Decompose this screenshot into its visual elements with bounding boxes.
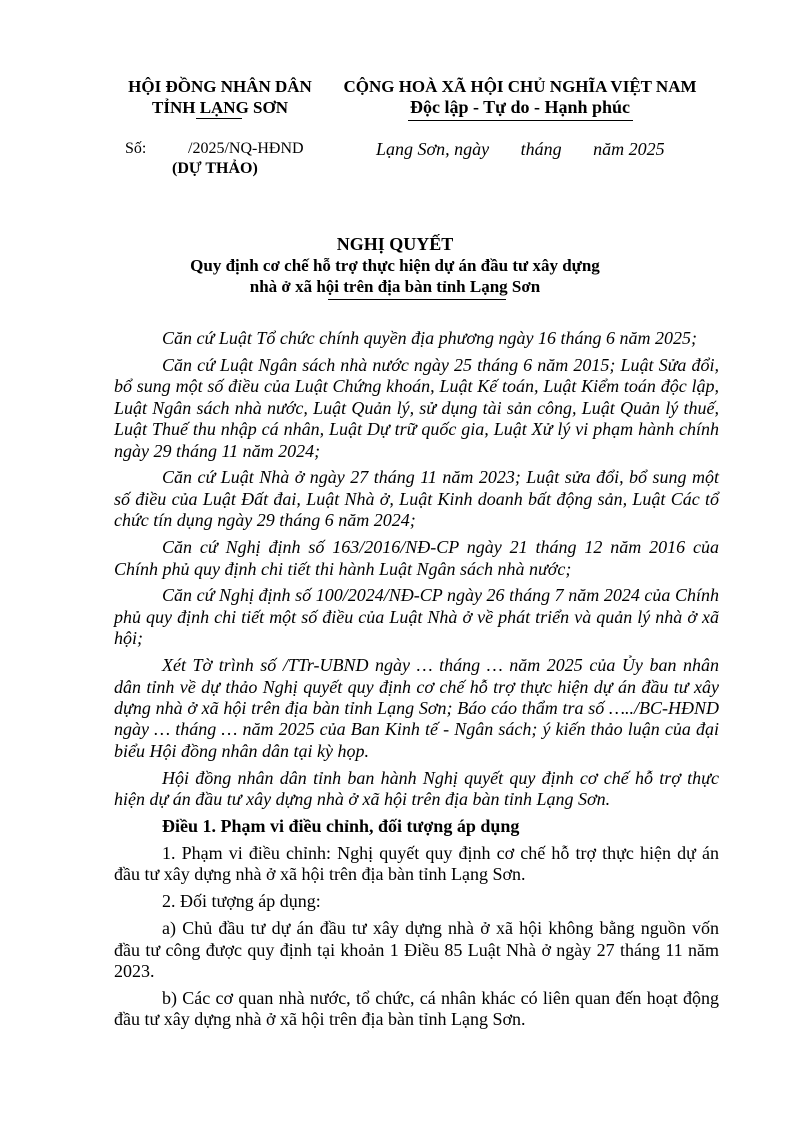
country-name: CỘNG HOÀ XÃ HỘI CHỦ NGHĨA VIỆT NAM xyxy=(343,77,697,96)
article-1-point-b: b) Các cơ quan nhà nước, tổ chức, cá nhân khác có liên quan đến hoạt động đầu tư xây dựng nhà ở xã hội trên địa bàn tỉnh Lạng Sơn. xyxy=(114,987,719,1030)
issue-date: Lạng Sơn, ngày tháng năm 2025 xyxy=(376,139,665,159)
national-motto: Độc lập - Tự do - Hạnh phúc xyxy=(409,97,631,117)
legal-basis-decree-100: Căn cứ Nghị định số 100/2024/NĐ-CP ngày 26 tháng 7 năm 2024 của Chính phủ quy định chi tiết một số điều của Luật Nhà ở về phát triển và quản lý nhà ở xã hội; xyxy=(114,585,719,649)
legal-basis-decree-163: Căn cứ Nghị định số 163/2016/NĐ-CP ngày 21 tháng 12 năm 2016 của Chính phủ quy định chi tiết thi hành Luật Ngân sách nhà nước; xyxy=(114,537,719,579)
legal-basis-local-government-law: Căn cứ Luật Tổ chức chính quyền địa phương ngày 16 tháng 6 năm 2025; xyxy=(162,328,698,348)
document-subject-line-2: nhà ở xã hội trên địa bàn tỉnh Lạng Sơn xyxy=(249,277,541,296)
legal-basis-state-budget-law: Căn cứ Luật Ngân sách nhà nước ngày 25 tháng 6 năm 2015; Luật Sửa đổi, bổ sung một số điều của Luật Chứng khoán, Luật Kế toán, Luật Kiểm toán độc lập, Luật Ngân sách nhà nước, Luật Quản lý, sử dụng tài sản công, Luật Quản lý thuế, Luật Thuế thu nhập cá nhân, Luật Dự trữ quốc gia, Luật Xử lý vi phạm hành chính ngày 29 tháng 11 năm 2024; xyxy=(114,354,719,461)
document-number-label: Số: xyxy=(125,140,147,157)
issuing-authority xyxy=(110,76,330,118)
document-subject-line-1: Quy định cơ chế hỗ trợ thực hiện dự án đầu tư xây dựng xyxy=(190,256,600,275)
article-1-clause-2: 2. Đối tượng áp dụng: xyxy=(162,891,321,912)
draft-label: (DỰ THẢO) xyxy=(172,160,258,177)
authority-underline xyxy=(196,118,242,119)
motto-underline xyxy=(408,120,633,121)
consideration-paragraph: Xét Tờ trình số /TTr-UBND ngày … tháng … năm 2025 của Ủy ban nhân dân tỉnh về dự thảo Nghị quyết quy định cơ chế hỗ trợ thực hiện dự án đầu tư xây dựng nhà ở xã hội trên địa bàn tỉnh Lạng Sơn; Báo cáo thẩm tra số …../BC-HĐND ngày … tháng … năm 2025 của Ban Kinh tế - Ngân sách; ý kiến thảo luận của đại biểu Hội đồng nhân dân tại kỳ họp. xyxy=(114,655,719,761)
national-title xyxy=(330,76,710,118)
legal-basis-housing-law: Căn cứ Luật Nhà ở ngày 27 tháng 11 năm 2023; Luật sửa đổi, bổ sung một số điều của Luật Đất đai, Luật Nhà ở, Luật Kinh doanh bất động sản, Luật Các tổ chức tín dụng ngày 29 tháng 6 năm 2024; xyxy=(114,467,719,531)
document-body xyxy=(114,328,719,1036)
article-1-clause-1: 1. Phạm vi điều chỉnh: Nghị quyết quy định cơ chế hỗ trợ thực hiện dự án đầu tư xây dựng nhà ở xã hội trên địa bàn tỉnh Lạng Sơn. xyxy=(114,842,719,885)
authority-line-2: TỈNH LẠNG SƠN xyxy=(151,98,289,117)
article-1-heading: Điều 1. Phạm vi điều chỉnh, đối tượng áp dụng xyxy=(162,816,520,837)
document-type: NGHỊ QUYẾT xyxy=(336,234,454,254)
enactment-paragraph: Hội đồng nhân dân tỉnh ban hành Nghị quyết quy định cơ chế hỗ trợ thực hiện dự án đầu tư xây dựng nhà ở xã hội trên địa bàn tỉnh Lạng Sơn. xyxy=(114,767,719,810)
title-underline xyxy=(328,299,506,300)
document-number: /2025/NQ-HĐND xyxy=(188,140,304,157)
authority-line-1: HỘI ĐỒNG NHÂN DÂN xyxy=(128,77,312,96)
article-1-point-a: a) Chủ đầu tư dự án đầu tư xây dựng nhà ở xã hội không bằng nguồn vốn đầu tư công được quy định tại khoản 1 Điều 85 Luật Nhà ở ngày 27 tháng 11 năm 2023. xyxy=(114,918,719,981)
